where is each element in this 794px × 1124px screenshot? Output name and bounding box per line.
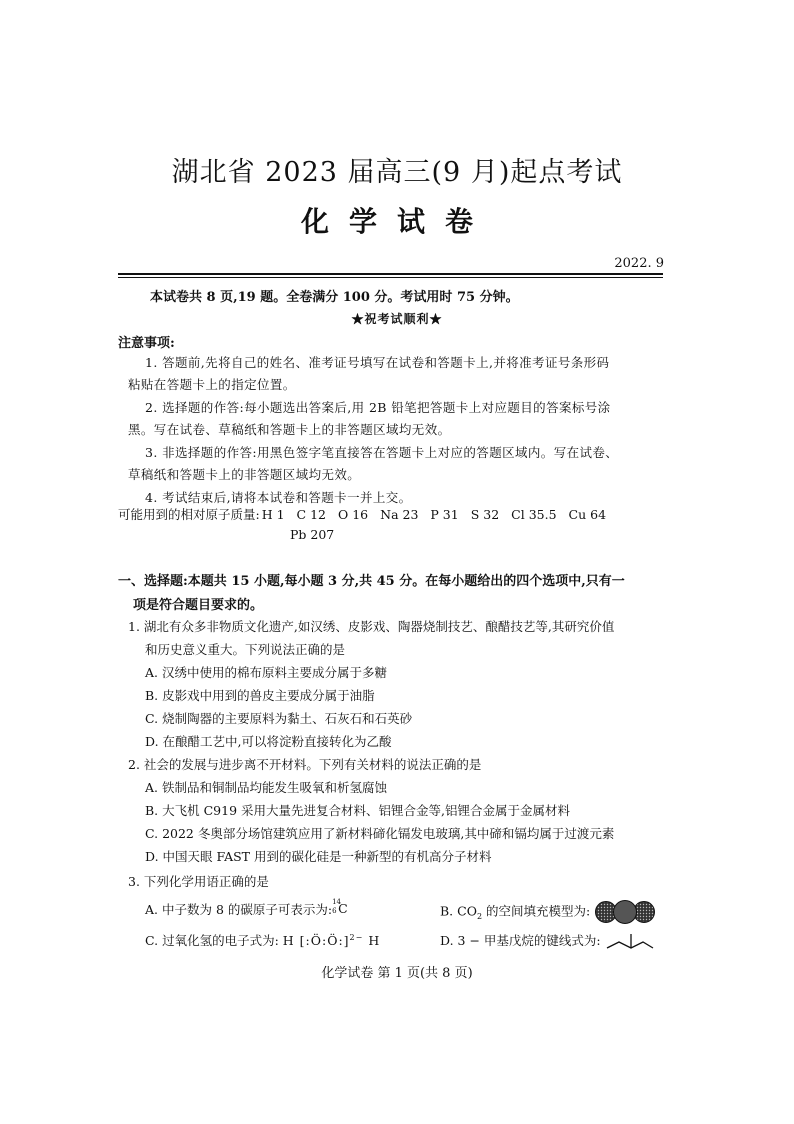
question-1-option-c: C. 烧制陶器的主要原料为黏土、石灰石和石英砂 xyxy=(145,711,413,726)
question-2-option-b: B. 大飞机 C919 采用大量先进复合材料、铝锂合金等,铝锂合金属于金属材料 xyxy=(145,803,570,818)
mass-item: Cl 35.5 xyxy=(511,507,557,522)
question-2-stem: 2. 社会的发展与进步离不开材料。下列有关材料的说法正确的是 xyxy=(128,757,482,772)
element-symbol: C xyxy=(338,901,348,916)
subject-title: 化学试卷 xyxy=(300,205,493,238)
mass-item: P 31 xyxy=(430,507,459,522)
electron-formula xyxy=(283,933,380,948)
hydrogen-left: H xyxy=(282,933,295,948)
atomic-number: 6 xyxy=(332,907,337,915)
exam-date: 2022. 9 xyxy=(614,256,664,271)
question-3-option-d xyxy=(440,931,655,952)
hydrogen-right: H xyxy=(368,933,381,948)
note-line: 粘贴在答题卡上的指定位置。 xyxy=(128,377,296,392)
header-rule-thick xyxy=(118,273,663,275)
mass-item: Cu 64 xyxy=(568,507,607,522)
mass-item: S 32 xyxy=(470,507,500,522)
header-rule-thin xyxy=(118,277,663,278)
co2-space-filling-model-icon xyxy=(594,900,656,924)
question-3-option-a-text: A. 中子数为 8 的碳原子可表示为: xyxy=(145,902,333,917)
mass-item: C 12 xyxy=(296,507,326,522)
question-1-option-d: D. 在酿醋工艺中,可以将淀粉直接转化为乙酸 xyxy=(145,734,392,749)
note-line: 1. 答题前,先将自己的姓名、准考证号填写在试卷和答题卡上,并将准考证号条形码 xyxy=(145,355,610,370)
question-3-option-d-text: D. 3 − 甲基戊烷的键线式为: xyxy=(440,933,601,948)
note-line: 2. 选择题的作答:每小题选出答案后,用 2B 铅笔把答题卡上对应题目的答案标号涂 xyxy=(145,400,611,415)
question-3-option-b xyxy=(440,900,656,924)
note-line: 黑。写在试卷、草稿纸和答题卡上的非答题区域均无效。 xyxy=(128,422,451,437)
question-3-option-c-text: C. 过氧化氢的电子式为: xyxy=(145,933,279,948)
question-3-stem: 3. 下列化学用语正确的是 xyxy=(128,874,269,889)
question-3-option-a xyxy=(145,900,346,918)
exam-title: 湖北省 2023 届高三(9 月)起点考试 xyxy=(171,157,623,188)
mass-item: O 16 xyxy=(338,507,369,522)
question-2-option-c: C. 2022 冬奥部分场馆建筑应用了新材料碲化镉发电玻璃,其中碲和镉均属于过渡元素 xyxy=(145,826,615,841)
atomic-masses-label: 可能用到的相对原子质量: xyxy=(118,507,260,522)
note-line: 4. 考试结束后,请将本试卷和答题卡一并上交。 xyxy=(145,490,412,505)
question-3-option-c xyxy=(145,931,380,949)
question-3-option-b-text-cont: 的空间填充模型为: xyxy=(482,903,591,919)
note-line: 3. 非选择题的作答:用黑色签字笔直接答在答题卡上对应的答题区域内。写在试卷、 xyxy=(145,445,619,460)
section-heading-continued: 项是符合题目要求的。 xyxy=(133,598,264,613)
subscript: 2 xyxy=(476,912,483,921)
question-1-stem: 1. 湖北有众多非物质文化遗产,如汉绣、皮影戏、陶器烧制技艺、酿醋技艺等,其研究价值 xyxy=(128,619,615,634)
good-luck-banner: ★祝考试顺利★ xyxy=(351,312,443,326)
3-methylpentane-skeletal-icon xyxy=(605,932,655,952)
peroxide-bracket: [:Ö:Ö:] xyxy=(299,933,350,948)
atomic-masses xyxy=(118,505,618,523)
mass-item: Na 23 xyxy=(380,507,419,522)
question-1-stem-cont: 和历史意义重大。下列说法正确的是 xyxy=(145,642,346,657)
mass-item: H 1 xyxy=(261,507,285,522)
section-heading: 一、选择题:本题共 15 小题,每小题 3 分,共 45 分。在每小题给出的四个选项中,只有一 xyxy=(118,574,625,589)
question-2-option-d: D. 中国天眼 FAST 用到的碳化硅是一种新型的有机高分子材料 xyxy=(145,849,492,864)
mass-item: Pb 207 xyxy=(290,527,335,542)
note-line: 草稿纸和答题卡上的非答题区域均无效。 xyxy=(128,467,361,482)
carbon-isotope-notation xyxy=(332,898,348,917)
exam-summary: 本试卷共 8 页,19 题。全卷满分 100 分。考试用时 75 分钟。 xyxy=(150,290,519,305)
question-1-option-a: A. 汉绣中使用的棉布原料主要成分属于多糖 xyxy=(145,665,387,680)
mass-number: 14 xyxy=(332,898,342,906)
charge: 2− xyxy=(349,932,364,942)
question-2-option-a: A. 铁制品和铜制品均能发生吸氧和析氢腐蚀 xyxy=(145,780,387,795)
question-3-option-b-text: B. CO xyxy=(440,903,477,919)
question-1-option-b: B. 皮影戏中用到的兽皮主要成分属于油脂 xyxy=(145,688,375,703)
notes-title: 注意事项: xyxy=(118,336,175,351)
page-footer: 化学试卷 第 1 页(共 8 页) xyxy=(321,966,473,981)
